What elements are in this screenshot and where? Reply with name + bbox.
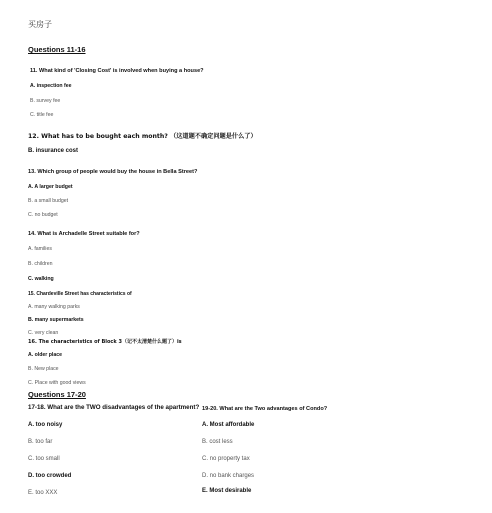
option-17-b: B. too far (28, 439, 53, 445)
option-19-e: E. Most desirable (202, 488, 252, 494)
option-11-b: B. survey fee (30, 98, 61, 104)
option-13-c: C. no budget (28, 212, 58, 218)
option-19-d: D. no bank charges (202, 473, 255, 479)
option-19-b: B. cost less (202, 439, 233, 445)
option-12-b: B. insurance cost (28, 148, 79, 154)
option-16-c: C. Place with good views (28, 380, 86, 386)
option-16-b: B. New place (28, 366, 59, 372)
question-16: 16. The characteristics of Block 3（记不太清楚什么题了）is (28, 339, 182, 345)
section-heading-17-20: Questions 17-20 (28, 390, 86, 399)
option-17-d: D. too crowded (28, 473, 72, 479)
option-13-a: A. A larger budget (28, 184, 73, 190)
option-19-c: C. no property tax (202, 456, 250, 462)
question-14: 14. What is Archadelle Street suitable for? (28, 231, 140, 237)
option-14-a: A. families (28, 246, 52, 252)
option-15-b: B. many supermarkets (28, 317, 84, 323)
option-15-c: C. very clean (28, 330, 59, 336)
option-13-b: B. a small budget (28, 198, 69, 204)
option-17-a: A. too noisy (28, 422, 63, 428)
question-13: 13. Which group of people would buy the house in Bella Street? (28, 169, 198, 175)
option-17-e: E. too XXX (28, 490, 58, 496)
section-heading-11-16: Questions 11-16 (28, 45, 86, 54)
option-14-b: B. children (28, 261, 53, 267)
option-15-a: A. many walking parks (28, 304, 80, 310)
question-19-20: 19-20. What are the Two advantages of Condo? (202, 406, 328, 412)
option-11-a: A. inspection fee (30, 83, 72, 89)
question-17-18: 17-18. What are the TWO disadvantages of the apartment? (28, 404, 200, 411)
option-11-c: C. title fee (30, 112, 54, 118)
question-12: 12. What has to be bought each month? （这道题不确定问题是什么了） (28, 133, 257, 140)
question-15: 15. Chardeville Street has characteristics of (28, 291, 132, 297)
option-19-a: A. Most affordable (202, 422, 255, 428)
question-11: 11. What kind of 'Closing Cost' is involved when buying a house? (30, 68, 204, 74)
option-17-c: C. too small (28, 456, 60, 462)
page-title: 买房子 (28, 20, 52, 29)
option-14-c: C. walking (28, 276, 54, 282)
option-16-a: A. older place (28, 352, 63, 358)
